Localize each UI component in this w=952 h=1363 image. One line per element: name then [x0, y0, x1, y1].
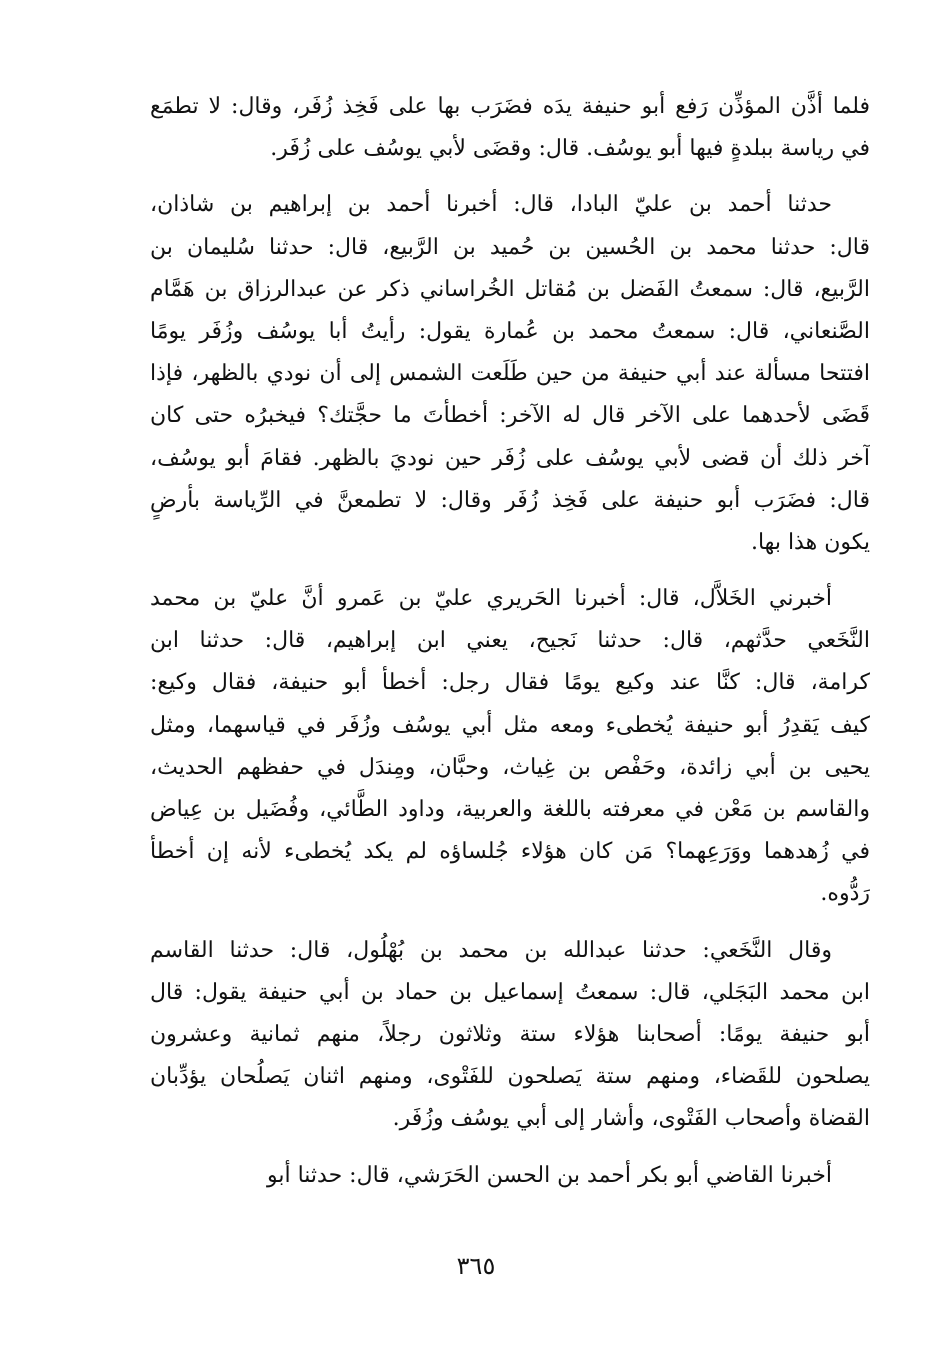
text-line: آخر ذلك أن قضى لأبي يوسُف على زُفَر حين نوديَ بالظهر. فقامَ أبو يوسُف، — [150, 445, 870, 471]
paragraph — [150, 578, 870, 916]
text-line: يصلحون للقَضاء، ومنهم ستة يَصلحون للفَتْوى، ومنهم اثنان يَصلُحان يؤدِّبان — [150, 1064, 870, 1090]
text-line: أبو حنيفة يومًا: أصحابنا هؤلاء ستة وثلاثون رجلاً، منهم ثمانية وعشرون — [150, 1021, 870, 1047]
text-line: قَضَى لأحدهما على الآخر قال له الآخر: أخطأتَ ما حجَّتك؟ فيخبرُه حتى كان — [150, 403, 870, 429]
text-line: القضاة وأصحاب الفَتْوى، وأشار إلى أبي يوسُف وزُفَر. — [392, 1106, 870, 1132]
paragraph — [150, 184, 870, 564]
text-line: أخبرني الخَلاَّل، قال: أخبرنا الحَريري عليّ بن عَمرو أنَّ عليّ بن محمد — [150, 586, 832, 612]
text-line: أخبرنا القاضي أبو بكر أحمد بن الحسن الحَرَشي، قال: حدثنا أبو — [266, 1162, 832, 1188]
page-number: ٣٦٥ — [456, 1252, 496, 1280]
text-line: ابن محمد البَجَلي، قال: سمعتُ إسماعيل بن حماد بن أبي حنيفة يقول: قال — [150, 979, 870, 1005]
text-line: افتتحا مسألة عند أبي حنيفة من حين طَلَعت الشمس إلى أن نودي بالظهر، فإذا — [150, 361, 870, 387]
text-line: في زُهدهما ووَرَعِهما؟ مَن كان هؤلاء جُلساؤه لم يكد يُخطىء لأنه إن أخطأ — [150, 839, 870, 865]
text-line: وقال النَّخَعي: حدثنا عبدالله بن محمد بن بُهْلُول، قال: حدثنا القاسم — [150, 937, 832, 963]
paragraph — [150, 86, 870, 170]
body-text — [150, 86, 870, 1197]
paragraph-gap — [150, 916, 870, 930]
text-line: في رياسة ببلدةٍ فيها أبو يوسُف. قال: وقضَى لأبي يوسُف على زُفَر. — [270, 136, 870, 162]
text-line: النَّخَعي حدَّثهم، قال: حدثنا نَجيح، يعني ابن إبراهيم، قال: حدثنا ابن — [150, 628, 870, 654]
text-line: فلما أذَّن المؤذِّن رَفع أبو حنيفة يدَه فضَرَب بها على فَخِذ زُفَر، وقال: لا تطمَع — [150, 94, 870, 119]
text-line: رَدُّوه. — [820, 881, 870, 907]
paragraph-gap — [150, 1141, 870, 1155]
text-line: قال: فضَرَب أبو حنيفة على فَخِذ زُفَر وقال: لا تطمعنَّ في الرِّياسة بأرضٍ — [150, 487, 870, 513]
paragraph-gap — [150, 564, 870, 578]
text-line: والقاسم بن مَعْن في معرفته باللغة والعربية، وداود الطَّائي، وفُضَيل بن عِياض — [150, 797, 870, 822]
paragraph-gap — [150, 170, 870, 184]
text-line: قال: حدثنا محمد بن الحُسين بن حُميد بن الرَّبيع، قال: حدثنا سُليمان بن — [150, 234, 870, 260]
paragraph — [150, 1155, 870, 1197]
text-line: كيف يَقدِرُ أبو حنيفة يُخطىء ومعه مثل أبي يوسُف وزُفَر في قياسهما، ومثل — [150, 712, 870, 738]
text-line: يحيى بن أبي زائدة، وحَفْص بن غِياث، وحبَّان، ومِندَل في حفظهم الحديث، — [150, 754, 870, 780]
text-line: يكون هذا بها. — [750, 529, 870, 555]
text-line: حدثنا أحمد بن عليّ البادا، قال: أخبرنا أحمد بن إبراهيم بن شاذان، — [150, 192, 832, 218]
paragraph — [150, 930, 870, 1141]
text-line: كرامة، قال: كنَّا عند وكيع يومًا فقال رجل: أخطأ أبو حنيفة، فقال وكيع: — [150, 670, 870, 696]
text-line: الصَّنعاني، قال: سمعتُ محمد بن عُمارة يقول: رأيتُ أبا يوسُف وزُفَر يومًا — [150, 318, 870, 344]
text-line: الرَّبيع، قال: سمعتُ الفَضل بن مُقاتل الخُراساني ذكر عن عبدالرزاق بن هَمَّام — [150, 276, 870, 302]
